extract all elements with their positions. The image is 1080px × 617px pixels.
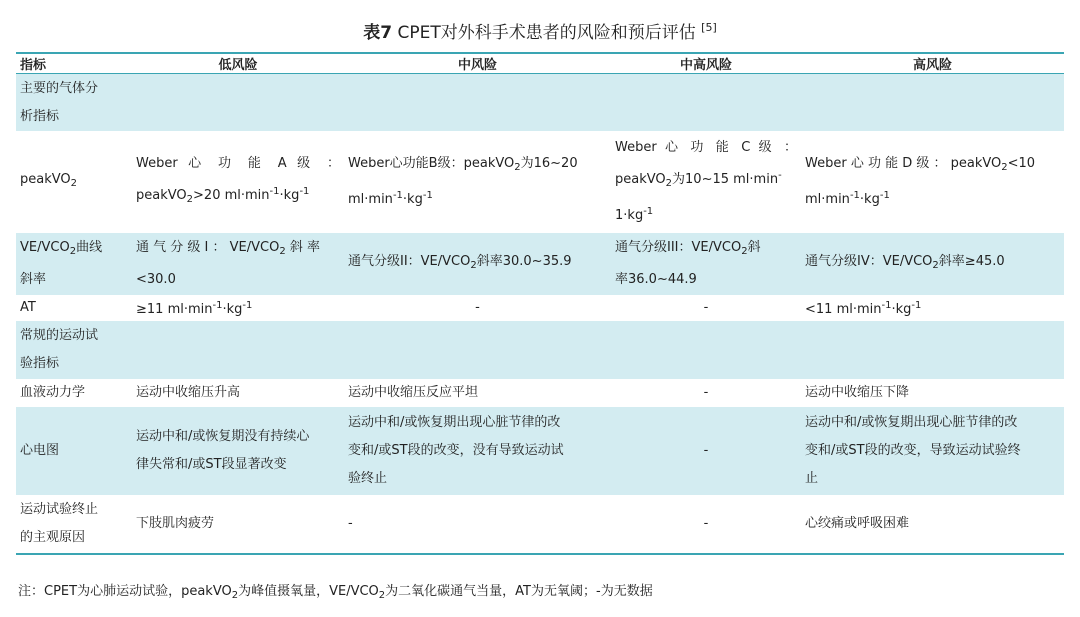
ve-vco2-mid-high: 通气分级III：$VE/VCO_2$斜 率36.0~44.9 <box>615 240 761 287</box>
row-subjective-name: 运动试验终止 的主观原因 <box>20 502 99 545</box>
table-bottom-rule <box>16 553 1064 555</box>
table-footnote: 注：CPET为心肺运动试验，peakVO$_2$为峰值摄氧量，$VE/VCO_2$为二氧化碳通气当量，AT为无氧阈；-为无数据 <box>18 584 653 601</box>
peakvo2-mid: Weber心功能B级：peakVO$_2$为16~20 $ml\cdot\min^{-1}\cdot kg^{-1}$ <box>348 156 578 207</box>
header-mid-high-risk: 中高风险 <box>679 58 732 73</box>
ecg-high: 运动中和/或恢复期出现心脏节律的改 变和/或ST段的改变，导致运动试验终 止 <box>805 415 1021 486</box>
header-mid-risk: 中风险 <box>457 58 497 73</box>
at-mid: - <box>475 300 480 315</box>
peakvo2-mid-high: Weber 心 功 能 C 级 ： peakVO$_2$为10~15 ml·min- $1\cdot kg^{-1}$ <box>615 140 797 223</box>
section-row-gas <box>16 74 1064 131</box>
section-exercise-label <box>16 321 132 379</box>
at-low: ≥11 $ml\cdot\min^{-1}\cdot kg^{-1}$ <box>136 300 253 317</box>
subjective-high: 心绞痛或呼吸困难 <box>805 516 910 531</box>
section-gas-line-2: 析指标 <box>20 108 60 124</box>
hemo-mid: 运动中收缩压反应平坦 <box>348 385 479 400</box>
table-title-text: CPET对外科手术患者的风险和预后评估 <box>397 23 696 43</box>
table-row-subjective <box>16 495 1064 553</box>
ecg-mid: 运动中和/或恢复期出现心脏节律的改 变和/或ST段的改变，没有导致运动试 验终止 <box>348 415 564 486</box>
table-header-row <box>16 54 1064 73</box>
section-exercise-line-2: 验指标 <box>20 356 60 371</box>
ve-vco2-mid: 通气分级II：$VE/VCO_2$斜率30.0~35.9 <box>348 254 572 271</box>
section-gas-line-1: 主要的气体分 <box>20 80 99 96</box>
table-row-ve-vco2 <box>16 233 1064 295</box>
table-row-peakvo2 <box>16 131 1064 233</box>
hemo-high: 运动中收缩压下降 <box>805 385 910 400</box>
table-row-at <box>16 295 1064 321</box>
hemo-mid-high: - <box>703 385 709 400</box>
peakvo2-low: Weber 心 功 能 A 级 ： peakVO$_2$>20 $ml\cdot\min^{-1}\cdot kg^{-1}$ <box>136 156 340 205</box>
row-at-name: AT <box>20 300 36 315</box>
ve-vco2-low: 通 气 分 级 I ： $VE/VCO_2$ 斜 率 <30.0 <box>136 240 320 287</box>
row-ve-vco2-name: $VE/VCO_2$曲线 斜率 <box>20 240 103 287</box>
subjective-mid-high: - <box>703 516 709 531</box>
table-title-reference: [5] <box>701 21 717 34</box>
header-low-risk: 低风险 <box>218 58 258 73</box>
header-high-risk: 高风险 <box>912 58 952 73</box>
section-exercise-line-1: 常规的运动试 <box>20 328 99 343</box>
at-mid-high: - <box>703 300 709 315</box>
row-hemo-name: 血液动力学 <box>20 385 86 400</box>
table-row-hemodynamics <box>16 379 1064 407</box>
section-gas-label <box>16 74 132 131</box>
section-row-exercise <box>16 321 1064 379</box>
ecg-mid-high: - <box>703 443 709 458</box>
hemo-low: 运动中收缩压升高 <box>136 385 241 400</box>
table-title <box>0 18 1080 43</box>
table-number: 表7 <box>363 23 393 43</box>
risk-table <box>16 52 1064 555</box>
ve-vco2-high: 通气分级IV：$VE/VCO_2$斜率≥45.0 <box>805 254 1005 271</box>
at-high: <11 $ml\cdot\min^{-1}\cdot kg^{-1}$ <box>805 300 922 317</box>
header-indicator: 指标 <box>20 58 47 73</box>
row-ecg-name: 心电图 <box>20 443 60 458</box>
table-row-ecg <box>16 407 1064 495</box>
subjective-mid: - <box>348 516 353 531</box>
subjective-low: 下肢肌肉疲劳 <box>136 516 215 531</box>
row-peakvo2-name: peakVO$_2$ <box>20 172 78 189</box>
peakvo2-high: Weber 心 功 能 D 级 ： peakVO$_2$<10 $ml\cdot\min^{-1}\cdot kg^{-1}$ <box>805 156 1036 207</box>
ecg-low: 运动中和/或恢复期没有持续心 律失常和/或ST段显著改变 <box>136 429 310 472</box>
